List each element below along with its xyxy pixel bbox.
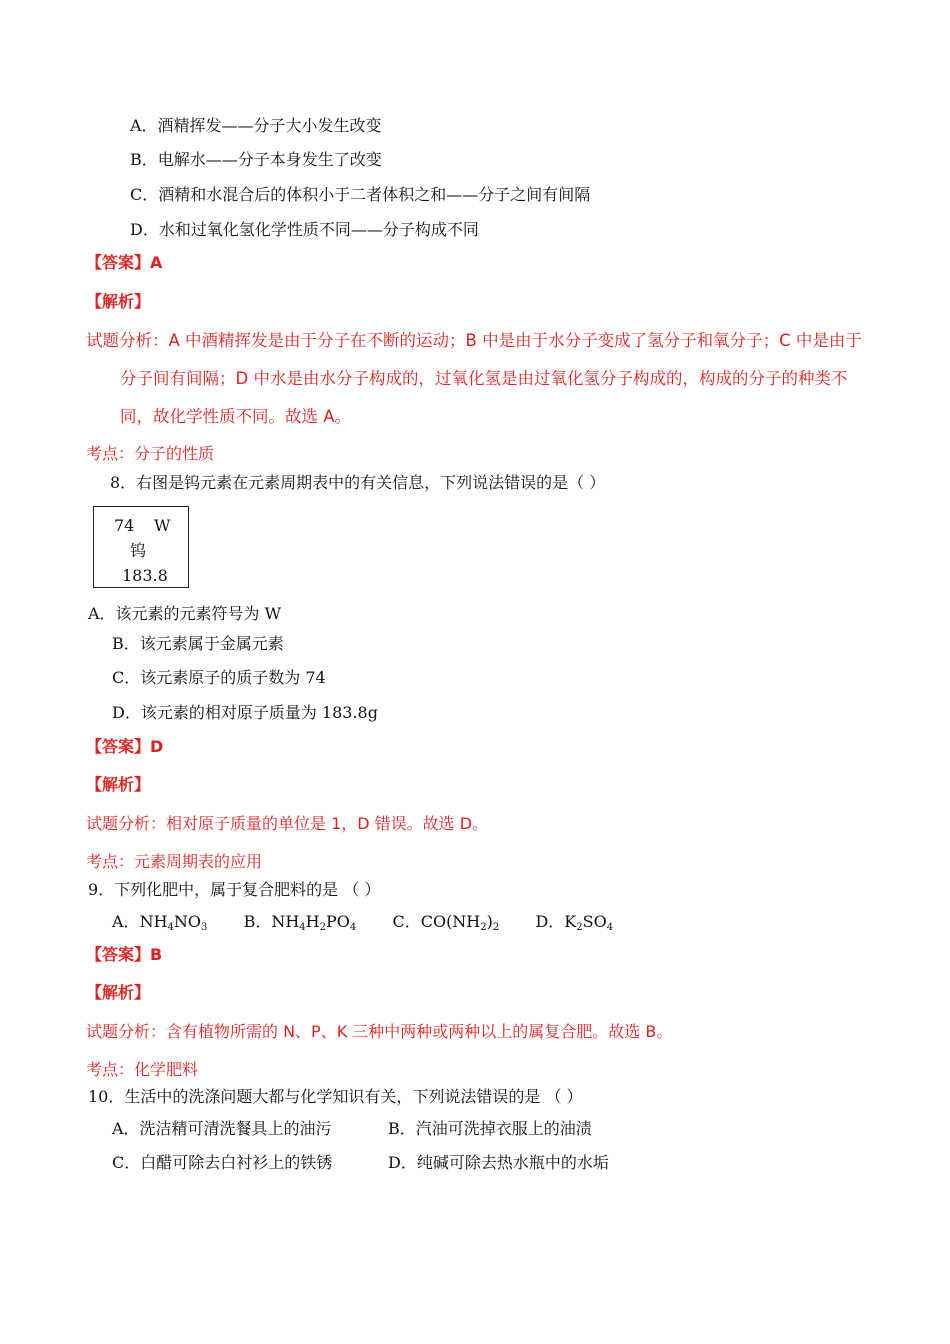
q10-option-d: D．纯碱可除去热水瓶中的水垢 bbox=[388, 1153, 609, 1172]
q10-option-c: C．白醋可除去白衬衫上的铁锈 bbox=[112, 1153, 333, 1172]
q7-analysis-label: 【解析】 bbox=[86, 292, 151, 311]
q8-analysis-label: 【解析】 bbox=[86, 775, 151, 794]
q8-point: 考点：元素周期表的应用 bbox=[86, 852, 263, 871]
atomic-number: 74 bbox=[114, 516, 135, 535]
q7-point: 考点：分子的性质 bbox=[86, 444, 215, 463]
q9-options bbox=[112, 912, 613, 932]
element-symbol: W bbox=[154, 516, 171, 535]
q10-stem: 10．生活中的洗涤问题大都与化学知识有关，下列说法错误的是 （ ） bbox=[88, 1087, 583, 1106]
q9-option-c: C．$CO(NH_2)_2$ bbox=[392, 912, 500, 933]
element-name: 钨 bbox=[130, 541, 147, 560]
q8-option-d: D．该元素的相对原子质量为 183.8g bbox=[112, 703, 378, 722]
q7-answer: 【答案】A bbox=[86, 253, 163, 272]
q8-option-c: C．该元素原子的质子数为 74 bbox=[112, 668, 326, 687]
q9-analysis: 试题分析：含有植物所需的 N、P、K 三种中两种或两种以上的属复合肥。故选 B。 bbox=[86, 1022, 673, 1041]
q7-analysis-line-1: 试题分析：A 中酒精挥发是由于分子在不断的运动；B 中是由于水分子变成了氢分子和氧分子；C 中是由于 bbox=[86, 331, 862, 350]
tungsten-element-card bbox=[93, 506, 189, 588]
atomic-mass: 183.8 bbox=[122, 566, 168, 585]
q7-option-a: A．酒精挥发——分子大小发生改变 bbox=[130, 116, 382, 135]
q9-stem: 9．下列化肥中，属于复合肥料的是 （ ） bbox=[88, 880, 381, 899]
q8-option-b: B．该元素属于金属元素 bbox=[112, 634, 284, 653]
q7-option-b: B．电解水——分子本身发生了改变 bbox=[130, 150, 382, 169]
q7-option-c: C．酒精和水混合后的体积小于二者体积之和——分子之间有间隔 bbox=[130, 185, 591, 204]
q8-stem: 8．右图是钨元素在元素周期表中的有关信息，下列说法错误的是（ ） bbox=[110, 473, 606, 492]
q7-analysis-line-3: 同，故化学性质不同。故选 A。 bbox=[120, 407, 352, 426]
q10-option-b: B．汽油可洗掉衣服上的油渍 bbox=[388, 1119, 592, 1138]
q9-option-b: B．$NH_4H_2PO_4$ bbox=[243, 912, 357, 933]
q8-answer: 【答案】D bbox=[86, 737, 164, 756]
q8-analysis: 试题分析：相对原子质量的单位是 1，D 错误。故选 D。 bbox=[86, 814, 489, 833]
q8-option-a: A．该元素的元素符号为 W bbox=[88, 604, 282, 623]
q7-option-d: D．水和过氧化氢化学性质不同——分子构成不同 bbox=[130, 220, 479, 239]
q7-analysis-line-2: 分子间有间隔；D 中水是由水分子构成的，过氧化氢是由过氧化氢分子构成的，构成的分子的种类不 bbox=[120, 369, 848, 388]
q9-point: 考点：化学肥料 bbox=[86, 1060, 199, 1079]
q10-option-a: A．洗洁精可清洗餐具上的油污 bbox=[112, 1119, 332, 1138]
q9-answer: 【答案】B bbox=[86, 945, 163, 964]
q9-analysis-label: 【解析】 bbox=[86, 983, 151, 1002]
q9-option-d: D．$K_2SO_4$ bbox=[535, 912, 614, 933]
q9-option-a: A．$NH_4NO_3$ bbox=[112, 912, 208, 933]
